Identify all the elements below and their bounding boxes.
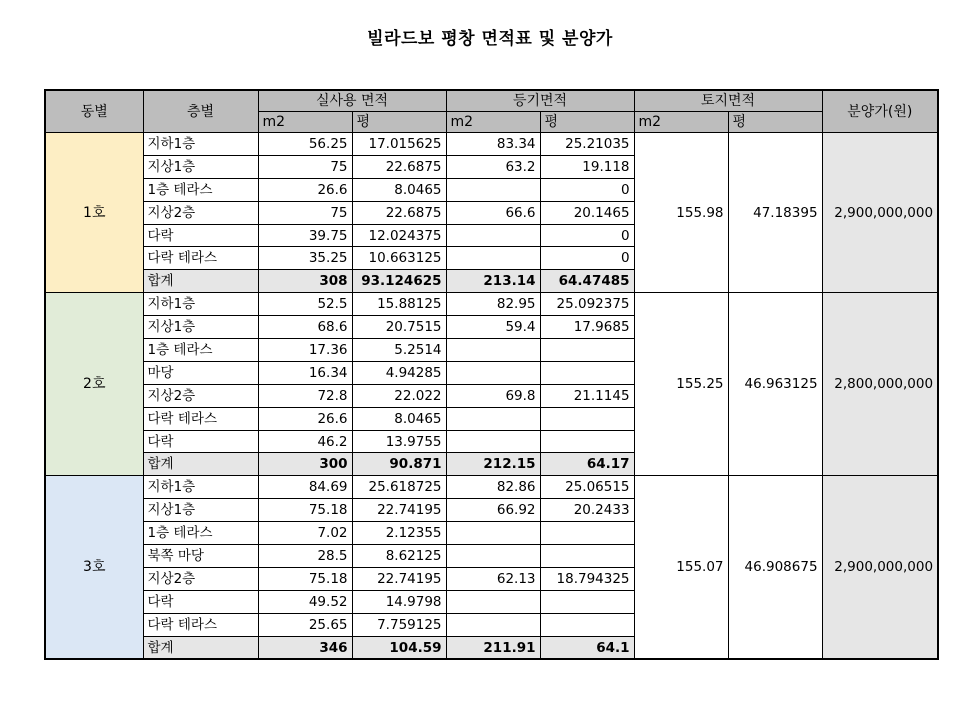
land-m2-cell: 155.98 (634, 133, 728, 293)
exclusive-m2-cell: 84.69 (258, 476, 352, 499)
floor-cell: 1층 테라스 (143, 178, 258, 201)
floor-cell: 다락 테라스 (143, 247, 258, 270)
area-price-table (44, 89, 939, 660)
header-land-area: 토지면적 (634, 90, 822, 112)
floor-cell: 다락 테라스 (143, 613, 258, 636)
exclusive-pyeong-cell: 8.0465 (352, 178, 446, 201)
floor-cell: 지하1층 (143, 476, 258, 499)
total-registered-m2-cell: 211.91 (446, 636, 540, 659)
registered-m2-cell (446, 545, 540, 568)
exclusive-pyeong-cell: 22.022 (352, 384, 446, 407)
dong-cell: 1호 (45, 133, 143, 293)
exclusive-m2-cell: 68.6 (258, 316, 352, 339)
exclusive-pyeong-cell: 22.74195 (352, 499, 446, 522)
exclusive-m2-cell: 7.02 (258, 522, 352, 545)
exclusive-pyeong-cell: 22.6875 (352, 155, 446, 178)
header-unit-pyeong: 평 (352, 112, 446, 133)
exclusive-m2-cell: 75 (258, 201, 352, 224)
registered-m2-cell: 63.2 (446, 155, 540, 178)
registered-m2-cell: 83.34 (446, 133, 540, 156)
registered-pyeong-cell (540, 407, 634, 430)
price-cell: 2,900,000,000 (822, 476, 938, 660)
floor-cell: 지상2층 (143, 384, 258, 407)
header-floor: 층별 (143, 90, 258, 133)
table-row (45, 476, 938, 499)
exclusive-pyeong-cell: 20.7515 (352, 316, 446, 339)
registered-pyeong-cell: 20.2433 (540, 499, 634, 522)
exclusive-m2-cell: 75.18 (258, 499, 352, 522)
total-registered-m2-cell: 212.15 (446, 453, 540, 476)
registered-m2-cell (446, 247, 540, 270)
registered-m2-cell (446, 613, 540, 636)
land-pyeong-cell: 46.908675 (728, 476, 822, 660)
exclusive-m2-cell: 26.6 (258, 407, 352, 430)
floor-cell: 1층 테라스 (143, 522, 258, 545)
registered-m2-cell: 66.92 (446, 499, 540, 522)
total-exclusive-m2-cell: 308 (258, 270, 352, 293)
header-unit-m2: m2 (446, 112, 540, 133)
table-row (45, 133, 938, 156)
exclusive-pyeong-cell: 22.6875 (352, 201, 446, 224)
exclusive-m2-cell: 75.18 (258, 567, 352, 590)
floor-cell: 지상2층 (143, 567, 258, 590)
floor-cell: 다락 (143, 590, 258, 613)
exclusive-m2-cell: 46.2 (258, 430, 352, 453)
floor-cell: 마당 (143, 361, 258, 384)
floor-cell: 1층 테라스 (143, 339, 258, 362)
total-label-cell: 합계 (143, 453, 258, 476)
registered-pyeong-cell (540, 339, 634, 362)
floor-cell: 지상1층 (143, 155, 258, 178)
total-registered-pyeong-cell: 64.47485 (540, 270, 634, 293)
table-body (45, 133, 938, 660)
exclusive-pyeong-cell: 14.9798 (352, 590, 446, 613)
registered-pyeong-cell: 21.1145 (540, 384, 634, 407)
exclusive-m2-cell: 75 (258, 155, 352, 178)
registered-pyeong-cell: 17.9685 (540, 316, 634, 339)
land-m2-cell: 155.07 (634, 476, 728, 660)
total-label-cell: 합계 (143, 270, 258, 293)
exclusive-pyeong-cell: 25.618725 (352, 476, 446, 499)
registered-pyeong-cell (540, 361, 634, 384)
exclusive-m2-cell: 52.5 (258, 293, 352, 316)
exclusive-m2-cell: 35.25 (258, 247, 352, 270)
header-dong: 동별 (45, 90, 143, 133)
table-row (45, 293, 938, 316)
registered-pyeong-cell: 25.06515 (540, 476, 634, 499)
floor-cell: 다락 (143, 430, 258, 453)
exclusive-m2-cell: 25.65 (258, 613, 352, 636)
header-price: 분양가(원) (822, 90, 938, 133)
registered-pyeong-cell: 25.092375 (540, 293, 634, 316)
registered-m2-cell (446, 407, 540, 430)
exclusive-m2-cell: 49.52 (258, 590, 352, 613)
exclusive-pyeong-cell: 5.2514 (352, 339, 446, 362)
registered-m2-cell: 66.6 (446, 201, 540, 224)
price-cell: 2,800,000,000 (822, 293, 938, 476)
total-registered-pyeong-cell: 64.1 (540, 636, 634, 659)
exclusive-m2-cell: 39.75 (258, 224, 352, 247)
exclusive-m2-cell: 56.25 (258, 133, 352, 156)
exclusive-m2-cell: 17.36 (258, 339, 352, 362)
registered-m2-cell (446, 590, 540, 613)
registered-pyeong-cell: 0 (540, 224, 634, 247)
registered-pyeong-cell: 20.1465 (540, 201, 634, 224)
registered-pyeong-cell (540, 522, 634, 545)
floor-cell: 지상1층 (143, 316, 258, 339)
registered-pyeong-cell: 19.118 (540, 155, 634, 178)
registered-m2-cell (446, 339, 540, 362)
page-title: 빌라드보 평창 면적표 및 분양가 (367, 29, 613, 49)
exclusive-pyeong-cell: 10.663125 (352, 247, 446, 270)
total-registered-m2-cell: 213.14 (446, 270, 540, 293)
registered-m2-cell (446, 430, 540, 453)
total-exclusive-m2-cell: 346 (258, 636, 352, 659)
exclusive-pyeong-cell: 8.0465 (352, 407, 446, 430)
floor-cell: 지하1층 (143, 293, 258, 316)
floor-cell: 지상2층 (143, 201, 258, 224)
exclusive-m2-cell: 16.34 (258, 361, 352, 384)
exclusive-pyeong-cell: 2.12355 (352, 522, 446, 545)
dong-cell: 2호 (45, 293, 143, 476)
floor-cell: 북쪽 마당 (143, 545, 258, 568)
header-unit-pyeong: 평 (540, 112, 634, 133)
registered-pyeong-cell (540, 590, 634, 613)
exclusive-pyeong-cell: 17.015625 (352, 133, 446, 156)
floor-cell: 지하1층 (143, 133, 258, 156)
floor-cell: 다락 테라스 (143, 407, 258, 430)
registered-m2-cell (446, 522, 540, 545)
price-cell: 2,900,000,000 (822, 133, 938, 293)
exclusive-pyeong-cell: 8.62125 (352, 545, 446, 568)
land-pyeong-cell: 47.18395 (728, 133, 822, 293)
dong-cell: 3호 (45, 476, 143, 660)
total-exclusive-pyeong-cell: 93.124625 (352, 270, 446, 293)
header-unit-m2: m2 (258, 112, 352, 133)
exclusive-m2-cell: 72.8 (258, 384, 352, 407)
header-unit-pyeong: 평 (728, 112, 822, 133)
registered-pyeong-cell: 25.21035 (540, 133, 634, 156)
floor-cell: 다락 (143, 224, 258, 247)
exclusive-pyeong-cell: 7.759125 (352, 613, 446, 636)
registered-m2-cell (446, 178, 540, 201)
registered-m2-cell (446, 361, 540, 384)
exclusive-pyeong-cell: 15.88125 (352, 293, 446, 316)
registered-m2-cell: 69.8 (446, 384, 540, 407)
exclusive-pyeong-cell: 4.94285 (352, 361, 446, 384)
registered-pyeong-cell (540, 613, 634, 636)
total-exclusive-m2-cell: 300 (258, 453, 352, 476)
total-exclusive-pyeong-cell: 90.871 (352, 453, 446, 476)
exclusive-m2-cell: 26.6 (258, 178, 352, 201)
total-exclusive-pyeong-cell: 104.59 (352, 636, 446, 659)
exclusive-m2-cell: 28.5 (258, 545, 352, 568)
header-unit-m2: m2 (634, 112, 728, 133)
registered-m2-cell (446, 224, 540, 247)
registered-m2-cell: 62.13 (446, 567, 540, 590)
registered-m2-cell: 82.86 (446, 476, 540, 499)
header-exclusive-area: 실사용 면적 (258, 90, 446, 112)
registered-pyeong-cell: 18.794325 (540, 567, 634, 590)
land-m2-cell: 155.25 (634, 293, 728, 476)
floor-cell: 지상1층 (143, 499, 258, 522)
registered-m2-cell: 59.4 (446, 316, 540, 339)
header-registered-area: 등기면적 (446, 90, 634, 112)
total-label-cell: 합계 (143, 636, 258, 659)
registered-m2-cell: 82.95 (446, 293, 540, 316)
registered-pyeong-cell (540, 430, 634, 453)
exclusive-pyeong-cell: 22.74195 (352, 567, 446, 590)
registered-pyeong-cell (540, 545, 634, 568)
registered-pyeong-cell: 0 (540, 178, 634, 201)
total-registered-pyeong-cell: 64.17 (540, 453, 634, 476)
exclusive-pyeong-cell: 12.024375 (352, 224, 446, 247)
land-pyeong-cell: 46.963125 (728, 293, 822, 476)
exclusive-pyeong-cell: 13.9755 (352, 430, 446, 453)
registered-pyeong-cell: 0 (540, 247, 634, 270)
